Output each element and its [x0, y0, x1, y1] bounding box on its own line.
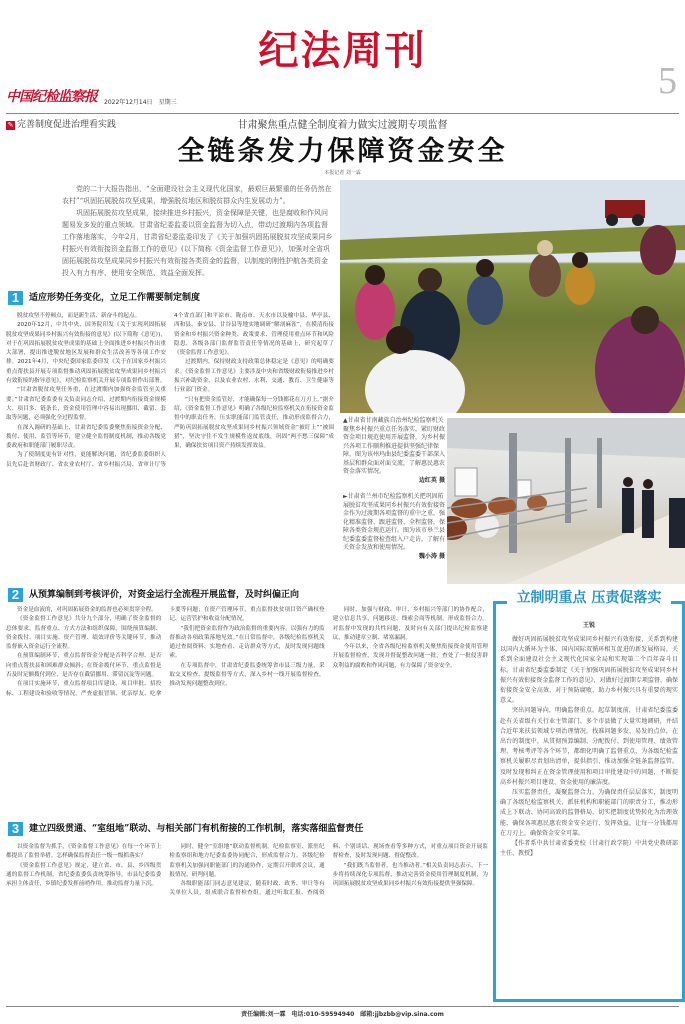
- article-intro: 党的二十大报告指出，“全面建设社会主义现代化国家，最艰巨最繁重的任务仍然在农村”“巩固拓展脱贫攻坚成果，增强脱贫地区和脱贫群众内生发展动力”。 巩固拓展脱贫攻坚成果，接续推进乡村振兴，资金保障是关键，也是腐败和作风问题易发多发的重点领域。甘肃省纪委监委以资金监督为切入点，带动过渡期内各项监督工作落地落实，今年2月，甘肃省纪委监委印发了《关于加强巩固拓展脱贫攻坚成果同乡村振兴有效衔接资金监督工作的意见》(以下简称《资金监督工作意见》)，加强对全省巩固拓展脱贫攻坚成果同乡村振兴有效衔接各类资金的监督，以制度的刚性护航各类资金投入有力有序、使用安全规范、效益全面发挥。: [62, 185, 333, 277]
- section-body-2: 资金是血液的，对巩固拓展资金的监督也必须贯穿全程。 《资金监督工作意见》共分九个部分，明确了资金监督的总体要求、监督重点、方式方法和组织保障。围绕预算编制、资金拨付、项目实施、资产管理、绩效评价等关键环节，推动监督嵌入资金运行全流程。 在预算编制环节，重点监督资金分配是否科学合理、是否向重点帮扶县和困难群众倾斜；在资金拨付环节，重点监督是否及时足额拨付到位，是否存在截留挪用、滞留沉淀等问题。 在项目实施环节，重点监督项目库建设、项目审批、招投标、工程建设和验收等情况，严查虚报冒领、优亲厚友、吃拿卡要等问题；在资产管理环节，重点监督扶贫项目资产确权登记、运营管护和收益分配情况。 “我们把资金监督作为政治监督的重要内容，以强有力的监督推动各项政策落地见效。”在日常监督中，各级纪检监察机关通过查阅资料、实地查看、走访群众等方式，及时发现问题线索。 在专项监督中，甘肃省纪委监委统筹省市县三级力量，采取交叉检查、提级监督等方式，深入乡村一线开展监督检查，推动发现问题整改到位。 同时，加强与财政、审计、乡村振兴等部门的协作配合，建立信息共享、问题移送、线索会商等机制，形成监督合力。对监督中发现的共性问题，及时向有关部门提出纪检监察建议，推动建章立制、堵塞漏洞。 今年以来，全省各级纪检监察机关聚焦衔接资金使用管理开展监督检查，发现并督促整改问题一批，查处了一批侵害群众利益的腐败和作风问题，有力保障了资金安全。: [6, 607, 488, 697]
- masthead-title: 纪法周刊: [258, 27, 427, 74]
- section-heading-3: 3 建立四级贯通、“室组地”联动、与相关部门有机衔接的工作机制，落实落细监督责任: [8, 822, 363, 836]
- photo-caption-1: ▲甘肃省甘南藏族自治州纪检监察机关聚焦乡村振兴重点任务落实，紧盯财政资金项目规范使用开展监督，为乡村振兴各项工作顺利推进提供坚强纪律保障。图为该州玛曲县纪委监委干部深入基层和群众面对面交流，了解惠民惠农资金落实情况。 边红英 摄: [343, 417, 446, 484]
- newspaper-logo: 中国纪检监察报: [6, 89, 97, 105]
- section-heading-2: 2 从预算编制到考核评价，对资金运行全流程开展监督，及时纠偏正向: [8, 588, 299, 602]
- commentary-title: 立制明重点 压责促落实: [493, 590, 685, 607]
- commentary-author: 王锐: [582, 622, 595, 629]
- article-title: 全链条发力保障资金安全: [177, 136, 508, 167]
- section-body-1: 脱贫攻坚不停顿点，而是新生活、新奋斗的起点。 2020年12月，中共中央、国务院印发《关于实现巩固拓展脱贫攻坚成果同乡村振兴有效衔接的意见》(以下简称《意见》)，对于在巩固拓展脱贫攻坚成果的基础上全面推进乡村振兴作出重大部署，提出推进脱贫地区发展和群众生活改善等各项工作安排。2021年4月，中央纪委国家监委印发《关于在国家乡村振兴重点帮扶县开展专项监督推动巩固拓展脱贫攻坚成果同乡村振兴有效衔接的指导意见》，对纪检监察机关开展专项监督作出部署。 “甘肃省脱贫攻坚任务重，在过渡期内加强资金监管至关重要。”甘肃省纪委监委有关负责同志介绍，过渡期内衔接资金规模大、项目多、链条长，资金使用管理中容易出现挪用、截留、套取等问题，必须强化全过程监督。 在深入调研的基础上，甘肃省纪委监委聚焦衔接资金分配、拨付、使用、监管等环节，建立健全监督制度机制，推动各级党委政府和职能部门履职尽责。 为了使制度更有针对性，更能解决问题，省纪委监委组织人员先后赴省财政厅、省农业农村厅、省乡村振兴局、省审计厅等4个省直部门和平凉市、陇南市、天水市以及榆中县、华亭县、西和县、秦安县、甘谷县等地实地调研“解剖麻雀”，在摸清衔接资金和乡村振兴资金种类、政策要求、管理使用重点环节和风险隐患，各级各部门监督监管责任等情况的基础上，研究起草了《资金监督工作意见》。 过渡期内，保持财政支持政策总体稳定是《意见》的明确要求。《资金监督工作意见》主要涉及中央和省级财政衔接推进乡村振兴补助资金，以及农业农村、水利、交通、教育、卫生健康等行业部门资金。 “只有把资金监管好，才能确保每一分钱都花在刀刃上。”据介绍，《资金监督工作意见》明确了各级纪检监察机关在衔接资金监督中的职责任务，压实职能部门监管责任，推动形成监督合力，严防巩固拓展脱贫攻坚成果同乡村振兴领域资金“被盯上”“被围猎”，坚决守住不发生规模性返贫底线，巩固“两不愁三保障”成果，确保扶贫项目资产持续发挥效益。: [6, 313, 334, 468]
- photo-cattle-barn: [447, 418, 685, 584]
- article-kicker: 甘肃聚焦重点健全制度着力做实过渡期专项监督: [237, 120, 448, 131]
- photo-credit: 边红英 摄: [418, 476, 445, 484]
- column-tag: ✎ 完善制度促进治理看实践: [7, 120, 117, 130]
- editor-info: 责任编辑:刘一霖 电话:010-59594940 邮箱:jjbzbb@vip.sina.com: [241, 1011, 444, 1018]
- section-body-3: 以资金监督为抓手，《资金监督工作意见》在每一个环节上都提出了监督举措。怎样确保监督责任一级一级抓落实？ 《资金监督工作意见》规定，建立省、市、县、乡四级贯通的监督工作机制，省纪委监委负责统筹指导，市县纪委监委承担主体责任，乡镇纪委发挥前哨作用，推动监督力量下沉。 同时，健全“室组地”联动监督机制，纪检监察室、派驻纪检监察组和地方纪委监委协同配合，形成监督合力。各级纪检监察机关加强同职能部门的沟通协作，定期召开联席会议，通报情况、研判问题。 各级职能部门同志意见建议，随着时政、政务、审计等有关单位人员，组成联合监督检查组，通过听取汇报、查阅资料、个别谈话、现场查看等多种方式，对重点项目资金开展监督检查，及时发现问题、督促整改。 “我们既当监督者，也当推动者。”相关负责同志表示，下一步将持续深化专项监督，推动完善资金使用管理制度机制，为巩固拓展脱贫攻坚成果同乡村振兴有效衔接提供坚强保障。: [6, 844, 488, 897]
- article-byline: 本报记者 刘一霖: [324, 170, 361, 176]
- section-heading-1: 1 适应形势任务变化，立足工作需要制定制度: [8, 291, 200, 305]
- commentary-body: 做好巩固拓展脱贫攻坚成果同乡村振兴有效衔接，关系到构建以国内大循环为主体、国内国际双循环相互促进的新发展格局，关系到全面建设社会主义现代化国家全局和实现第二个百年奋斗目标。甘肃省纪委监委制定《关于加强巩固拓展脱贫攻坚成果同乡村振兴有效衔接资金监督工作的意见》，对做好过渡期专项监督、确保衔接资金安全高效、对于预防腐败、助力乡村振兴具有重要的现实意义。 突出问题导向，明确监督重点。起草制度前，甘肃省纪委监委赴有关省级有关行业主管部门、多个市县做了大量实地调研，并结合近年来扶贫领域专项治理情况，找准问题多发、易发的点位，在出台的制度中，从贯彻预算编制、分配拨付、到使用管理、绩效管理、考核考评等各个环节，都细化明确了监督重点，为各级纪检监察机关履职尽责划出清单，提供指引，推动加强全链条监督监管。及时发现和纠正在资金管理使用和项目审批建设中的问题，不断提高乡村振兴项目建设、资金使用的廉洁度。 压实监督责任，凝聚监督合力。为确保责任层层落实，制度明确了各级纪检监察机关、派驻机构和职能部门的职责分工，推动形成上下联动、协同高效的监督格局，切实把制度优势转化为治理效能，确保各项惠民惠农资金安全运行、发挥效益，让每一分钱都用在刀刃上，确保资金安全可靠。 【作者系中共甘肃省委党校（甘肃行政学院）中共党史教研部主任、教授】: [500, 636, 678, 858]
- issue-date: 2022年12月14日 星期三: [104, 99, 177, 106]
- header-divider: [6, 113, 679, 114]
- photo-credit: 魏小涛 摄: [418, 552, 445, 560]
- photo-caption-2: ►甘肃省兰州市纪检监察机关把巩固拓展脱贫攻坚成果同乡村振兴有效衔接资金作为过渡期各项监督的重中之重，强化精准监督、跟进监督、全程监督，保障各类资金规范运行。图为该市皋兰县纪委监委监督检查组入户走访，了解有关资金发放和使用情况。 魏小涛 摄: [343, 493, 446, 560]
- footer-divider: [6, 1006, 679, 1007]
- column-tag-icon: ✎: [7, 121, 14, 129]
- photo-field-visit: [340, 180, 685, 413]
- page-number: 5: [658, 60, 677, 102]
